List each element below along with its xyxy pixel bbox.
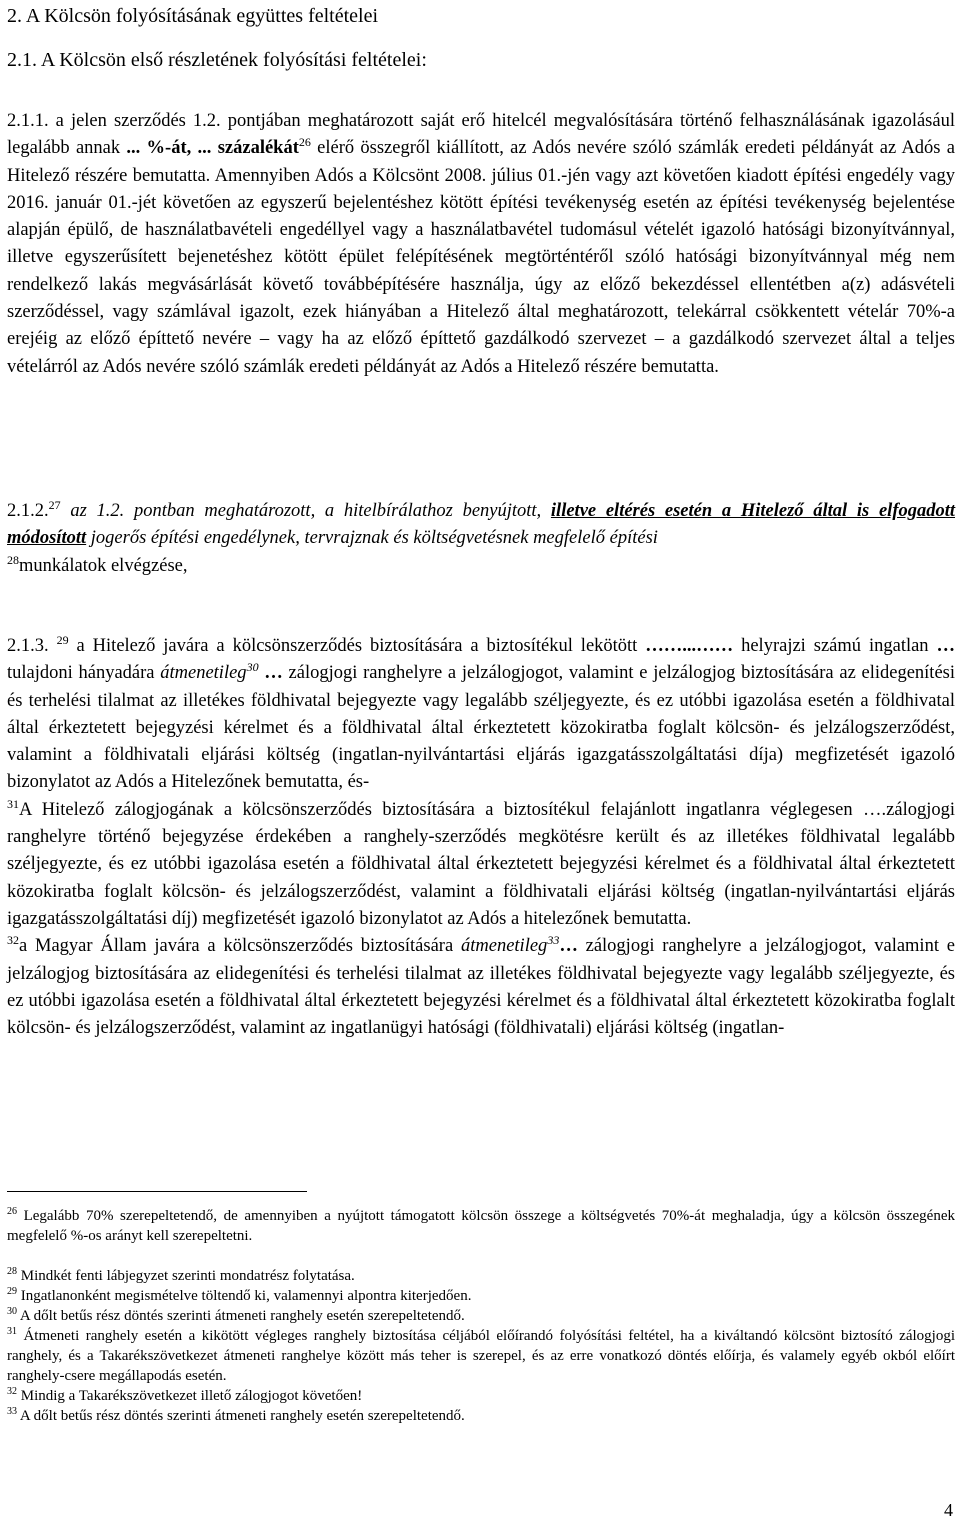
footnote-text: Legalább 70% szerepeltetendő, de amennyiben a nyújtott támogatott kölcsön összege a költségvetés 70%-át meghaladja, úgy a kölcsön összegének megfelelő %-os arányt kell szerepeltetni. [7, 1208, 955, 1244]
p113-dots-1: ……...…… [645, 636, 734, 656]
footnote-number: 29 [7, 1286, 17, 1297]
p113-italic-2: átmenetileg [461, 936, 548, 957]
footnote-ref-30: 30 [246, 660, 259, 675]
footnote-text: A dőlt betűs rész döntés szerinti átmeneti ranghely esetén szerepeltetendő. [17, 1408, 465, 1424]
footnote-text: Átmeneti ranghely esetén a kikötött végleges ranghely biztosítása céljából előírandó folyósítási feltétel, ha a kiváltandó kölcsönt biztosító zálogjogi ranghely, és a Takarékszövetkezet átmeneti ranghelye között más teher is szerepel, és az erre vonatkozó döntés előírja, és valamely egyéb okból előírt ranghely-csere megállapodás esetén. [7, 1328, 955, 1384]
p113-dots-2: … [936, 636, 956, 656]
section-heading: 2. A Kölcsön folyósításának együttes feltételei [7, 5, 379, 27]
p113-text-g: zálogjogi ranghelyre a jelzálogjogot, valamint e jelzálogjog biztosítására az elidegenítési és terhelési tilalmat az illetékes földhivatal bejegyezte vagy legalább széljegyezte, és ez utóbbi igazolása esetén a földhivatal által érkeztetett bejegyzési kérelmet és a földhivatal által érkeztetett közokiratba foglalt kölcsön- és jelzálogszerződést, valamint az ingatlanügyi hatósági (földhivatali) eljárási költség (ingatlan- [7, 936, 955, 1039]
footnote-ref-28: 28 [7, 552, 19, 567]
footnote-29 [7, 1286, 955, 1306]
footnote-ref-26: 26 [298, 135, 311, 150]
p111-text-a: 2.1.1. a jelen szerződés 1.2. pontjában meghatározott saját erő hitelcél megvalósítására történő felhasználásának igazolásául legalább annak [7, 111, 955, 159]
p113-dots-3: … [258, 663, 283, 684]
paragraph-2-1-2 [7, 498, 955, 580]
footnote-30 [7, 1306, 955, 1326]
footnote-ref-31: 31 [7, 796, 19, 811]
p113-text-f: a Magyar Állam javára a kölcsönszerződés biztosítására [19, 936, 461, 957]
footnote-32 [7, 1386, 955, 1406]
footnote-text: Ingatlanonként megismételve töltendő ki, valamennyi alpontra kiterjedően. [17, 1288, 472, 1304]
p113-dots-4: … [559, 936, 578, 957]
p112-italic-text-c: jogerős építési engedélynek, tervrajznak és költségvetésnek megfelelő építési [86, 528, 658, 549]
footnote-number: 26 [7, 1206, 17, 1217]
footnotes [7, 1206, 955, 1426]
p113-text-a: a Hitelező javára a kölcsönszerződés biztosítására a biztosítékul lekötött [68, 636, 646, 656]
p113-number: 2.1.3. [7, 636, 49, 656]
p112-number: 2.1.2. [7, 501, 49, 521]
footnote-number: 31 [7, 1326, 17, 1337]
footnote-text: A dőlt betűs rész döntés szerinti átmeneti ranghely esetén szerepeltetendő. [17, 1308, 465, 1324]
footnote-33 [7, 1406, 955, 1426]
subsection-heading: 2.1. A Kölcsön első részletének folyósítási feltételei: [7, 49, 427, 71]
p113-text-e: A Hitelező zálogjogának a kölcsönszerződés biztosítására a biztosítékul felajánlott ingatlanra véglegesen ….zálogjogi ranghelyre történő bejegyzése érdekében a ranghely-szerződés megkötésre került és az illetékes földhivatal legalább széljegyezte, és ez utóbbi igazolása esetén a földhivatal által érkeztetett bejegyzési kérelmet és a földhivatal által érkeztetett közokiratba foglalt kölcsön- és jelzálogszerződést, valamint a földhivatali eljárási költség (ingatlan-nyilvántartási eljárás igazgatásszolgáltatási díj) megfizetését igazoló bizonylatot az Adós a hitelezőnek bemutatta. [7, 799, 955, 929]
p113-text-b: helyrajzi számú ingatlan [733, 636, 937, 656]
footnote-ref-32: 32 [7, 933, 19, 948]
p112-italic-text-a: az 1.2. pontban meghatározott, a hitelbírálathoz benyújtott, [60, 501, 551, 521]
p113-text-d: zálogjogi ranghelyre a jelzálogjogot, valamint e jelzálogjog biztosítására az elidegenítési és terhelési tilalmat az illetékes földhivatal bejegyezte vagy legalább széljegyezte, és ez utóbbi igazolása esetén a földhivatal által érkeztetett bejegyzési kérelmet és a földhivatal által érkeztetett közokiratba foglalt kölcsön- és jelzálogszerződést, valamint a földhivatali eljárási költség (ingatlan-nyilvántartási eljárás igazgatásszolgáltatási díja) megfizetését igazoló bizonylatot az Adós a Hitelezőnek bemutatta, és- [7, 663, 956, 793]
paragraph-2-1-3 [7, 633, 955, 1042]
p112-text-d: munkálatok elvégzése, [19, 555, 188, 576]
footnote-number: 33 [7, 1406, 17, 1417]
p111-bold-text: ... %-át, ... százalékát [126, 138, 299, 159]
footnote-text: Mindkét fenti lábjegyzet szerinti mondatrész folytatása. [17, 1268, 355, 1284]
footnote-text: Mindig a Takarékszövetkezet illető zálogjogot követően! [17, 1388, 363, 1404]
footnote-31 [7, 1326, 955, 1386]
footnote-number: 32 [7, 1386, 17, 1397]
footnote-28 [7, 1266, 955, 1286]
footnote-ref-27: 27 [48, 497, 61, 512]
footnote-number: 30 [7, 1306, 17, 1317]
p113-italic-1: átmenetileg [160, 663, 247, 684]
footnote-26 [7, 1206, 955, 1246]
p113-text-c: tulajdoni hányadára [7, 663, 161, 684]
footnote-number: 28 [7, 1266, 17, 1277]
footnote-separator [7, 1191, 307, 1192]
p112-bold-underlined-text: illetve eltérés esetén a Hitelező által is elfogadott módosított [7, 501, 956, 549]
footnote-ref-29: 29 [56, 632, 69, 647]
p111-text-c: elérő összegről kiállított, az Adós nevére szóló számlák eredeti példányát az Adós a Hitelező részére bemutatta. Amennyiben Adós a Kölcsönt 2008. július 01.-jén vagy azt követően kiadott építési engedély vagy 2016. január 01.-jét követően az egyszerű bejelentéshez kötött építési tevékenység esetén az építési tevékenység bejelentése alapján épülő, de használatbavételi engedéllyel vagy a használatbavétel tudomásul vételét igazoló hatósági bizonyítvánnyal, illetve egyszerűsített bejenetéshez kötött épület felépítésének megtörténtéről szóló hatósági bizonyítvánnyal még nem rendelkező lakás megvásárlását követő továbbépítésére használja, úgy az előző bekezdéssel ellentétben a(z) adásvételi szerződéssel, vagy számlával igazolt, ezek hiányában a Hitelező által meghatározott, telekárral csökkentett vételár 70%-a erejéig az előző építtető nevére – vagy ha az előző építtető gazdálkodó szervezet – a gazdálkodó szervezet által a teljes vételárról az Adós nevére szóló számlák eredeti példányát az Adós a Hitelező részére bemutatta. [7, 138, 955, 377]
paragraph-2-1-1 [7, 108, 955, 381]
footnote-ref-33: 33 [547, 933, 560, 948]
page-number: 4 [944, 1500, 953, 1520]
